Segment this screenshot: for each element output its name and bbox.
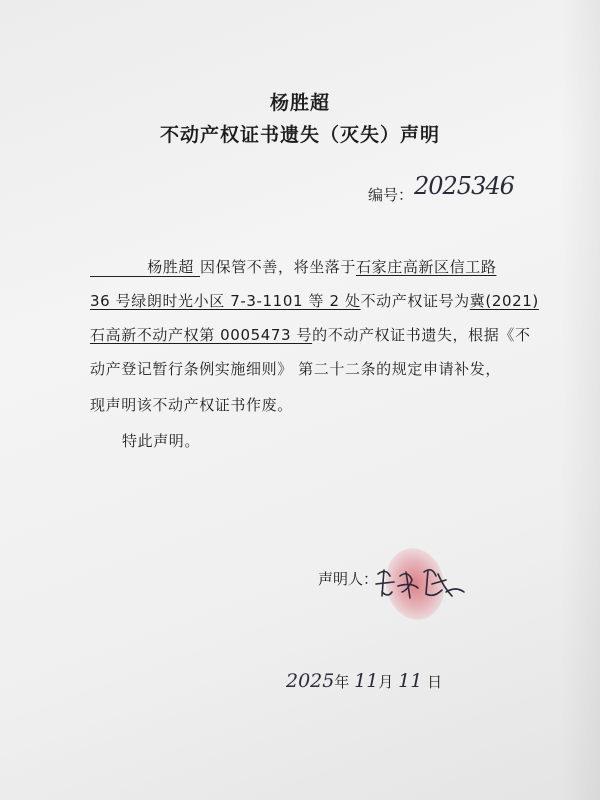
declarant-name-blank: 杨胜超 xyxy=(90,258,200,277)
date-month-unit: 月 xyxy=(378,673,394,691)
property-address: 石家庄高新区信工路 xyxy=(356,258,497,276)
date-year: 2025 xyxy=(286,670,335,692)
body-line-2 xyxy=(90,290,539,311)
declaration-date xyxy=(286,670,442,692)
document-title: 不动产权证书遗失（灭失）声明 xyxy=(159,124,440,146)
certificate-number-cont: 石高新不动产权第 0005473 号 xyxy=(90,326,313,344)
body-line-5: 现声明该不动产权证书作废。 xyxy=(90,396,293,414)
body-line-4: 动产登记暂行条例实施细则》 第二十二条的规定申请补发， xyxy=(90,360,501,378)
serial-number-label: 编号： xyxy=(368,186,414,204)
body-line-3 xyxy=(90,324,531,345)
handwritten-signature xyxy=(372,562,468,602)
document-header-name: 杨胜超 xyxy=(269,92,330,114)
date-month: 11 xyxy=(354,670,379,692)
date-day-unit: 日 xyxy=(427,673,443,691)
serial-number-handwritten: 2025346 xyxy=(414,172,514,200)
body-text: 不动产权证号为 xyxy=(360,292,470,310)
closing-statement: 特此声明。 xyxy=(122,432,201,450)
property-address-cont: 36 号绿朗时光小区 7-3-1101 等 2 处 xyxy=(90,292,361,310)
date-year-unit: 年 xyxy=(334,673,350,691)
declarant-label: 声明人： xyxy=(318,570,379,588)
body-line-1 xyxy=(90,256,496,277)
body-text: 因保管不善，将坐落于 xyxy=(200,258,357,276)
body-text: 的不动产权证书遗失，根据《不 xyxy=(312,326,531,344)
certificate-number: 冀(2021) xyxy=(469,292,539,310)
date-day: 11 xyxy=(398,670,423,692)
